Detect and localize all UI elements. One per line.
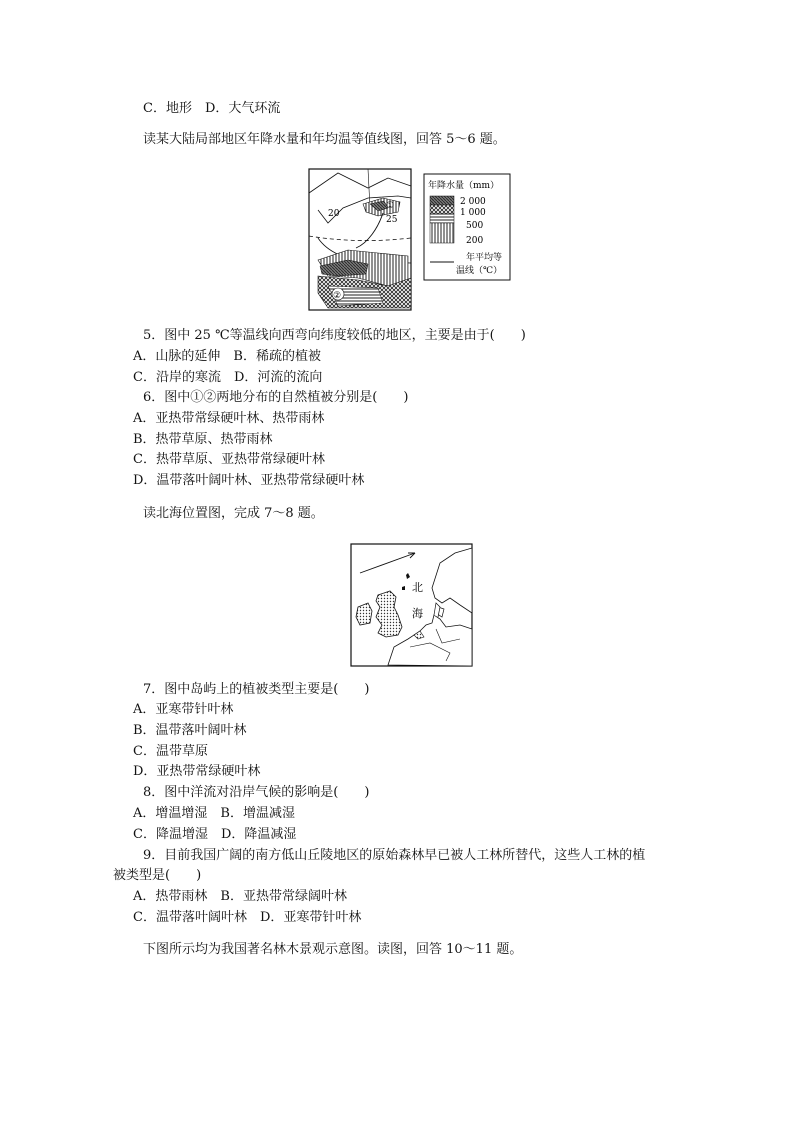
question-7: 7．图中岛屿上的植被类型主要是( ) xyxy=(143,682,370,697)
question-6-option-d: D．温带落叶阔叶林、亚热带常绿硬叶林 xyxy=(133,473,365,488)
isotherm-25-label: 25 xyxy=(386,215,398,225)
question-7-option-d: D．亚热带常绿硬叶林 xyxy=(133,764,261,779)
legend-2000: 2 000 xyxy=(460,197,486,207)
question-9-options-cd: C．温带落叶阔叶林 D．亚寒带针叶林 xyxy=(133,910,362,925)
question-9-line1: 9．目前我国广阔的南方低山丘陵地区的原始森林早已被人工林所替代，这些人工林的植 xyxy=(143,848,646,863)
isotherm-20-label: 20 xyxy=(328,209,340,219)
legend-1000: 1 000 xyxy=(460,208,486,218)
question-6-option-a: A．亚热带常绿硬叶林、热带雨林 xyxy=(133,411,325,426)
question-8-options-ab: A．增温增湿 B．增温减湿 xyxy=(133,806,295,821)
precipitation-isotherm-map xyxy=(308,168,512,313)
marker-1: ① xyxy=(386,201,395,211)
north-label: 北 xyxy=(412,581,423,594)
question-6-option-c: C．热带草原、亚热带常绿硬叶林 xyxy=(133,452,325,467)
instruction-7-8: 读北海位置图，完成 7～8 题。 xyxy=(143,506,324,521)
question-7-option-c: C．温带草原 xyxy=(133,744,208,759)
legend-title: 年降水量（mm） xyxy=(428,181,500,191)
question-7-option-a: A．亚寒带针叶林 xyxy=(133,702,234,717)
legend-isotherm-line1: 年平均等 xyxy=(466,253,503,263)
question-6-option-b: B．热带草原、热带雨林 xyxy=(133,432,273,447)
legend-200: 200 xyxy=(466,236,484,246)
instruction-10-11: 下图所示均为我国著名林木景观示意图。读图，回答 10～11 题。 xyxy=(143,942,523,957)
question-5-options-cd: C．沿岸的寒流 D．河流的流向 xyxy=(133,370,323,385)
north-sea-map xyxy=(350,543,474,668)
question-6: 6．图中①②两地分布的自然植被分别是( ) xyxy=(143,390,409,405)
question-5: 5．图中 25 ℃等温线向西弯向纬度较低的地区，主要是由于( ) xyxy=(143,328,526,343)
question-4-options-cd: C．地形 D．大气环流 xyxy=(143,101,281,116)
question-9-options-ab: A．热带雨林 B．亚热带常绿阔叶林 xyxy=(133,889,347,904)
question-5-options-ab: A．山脉的延伸 B．稀疏的植被 xyxy=(133,349,321,364)
marker-2: ② xyxy=(333,291,342,301)
question-7-option-b: B．温带落叶阔叶林 xyxy=(133,723,247,738)
legend-500: 500 xyxy=(466,221,484,231)
question-8: 8．图中洋流对沿岸气候的影响是( ) xyxy=(143,785,370,800)
sea-label: 海 xyxy=(412,607,423,620)
question-8-options-cd: C．降温增湿 D．降温减湿 xyxy=(133,827,297,842)
question-9-line2: 被类型是( ) xyxy=(113,868,202,883)
instruction-5-6: 读某大陆局部地区年降水量和年均温等值线图，回答 5～6 题。 xyxy=(143,132,506,147)
legend-isotherm-line2: 温线（℃） xyxy=(456,266,503,276)
